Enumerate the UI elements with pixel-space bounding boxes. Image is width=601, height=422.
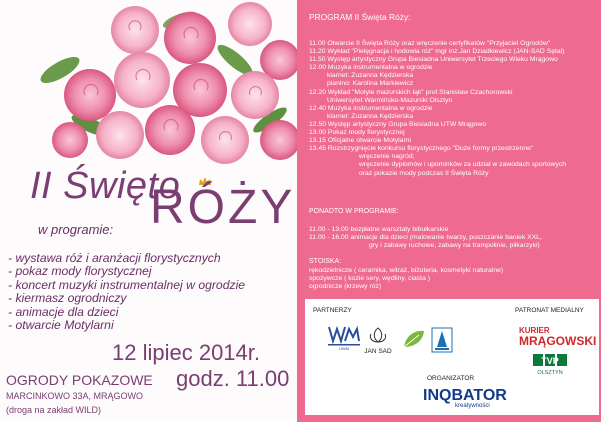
schedule-item: Uniwersytet Warmińsko-Mazurski Olsztyn (327, 96, 453, 104)
list-item: - kiermasz ogrodniczy (8, 291, 127, 306)
schedule-item: 11.00 Otwarcie II Święta Róży oraz wręczenie certyfikatów "Przyjaciel Ogrodów" (309, 40, 551, 47)
venue-directions: (droga na zakład WILD) (6, 405, 102, 415)
event-date: 12 lipiec 2014r. (112, 340, 260, 365)
poster-left-panel (0, 0, 297, 422)
jansad-logo (361, 326, 395, 356)
program-lead: w programie: (38, 222, 114, 237)
partners-label: PARTNERZY (313, 307, 352, 314)
extra-program-list (309, 226, 542, 250)
list-item: rękodzielnicze ( ceramika, witraż, biżuteria, kosmetyki naturalne) (309, 267, 504, 274)
venue-name: OGRODY POKAZOWE (6, 372, 153, 388)
schedule-item: 13.45 Rozstrzygnięcie konkursu florystycznego "Duże formy przestrzenne" (309, 145, 534, 153)
title-line-2: RÓŻY (150, 181, 296, 234)
tvp-logo-text: TVP (541, 356, 559, 366)
sponsors-box (305, 299, 599, 415)
inqbator-logo-subtext: kreatywności (455, 403, 490, 409)
list-item: - animacje dla dzieci (8, 304, 119, 319)
schedule-item: pianino: Karolina Markiewicz (327, 80, 414, 88)
list-item: - pokaz mody florystycznej (8, 264, 152, 279)
uwm-logo (325, 323, 363, 351)
blue-sail-logo (431, 327, 453, 353)
program-title: PROGRAM II Święta Róży: (309, 12, 411, 22)
tvp-logo (531, 353, 569, 377)
extra-program-item: 11.00 - 13.00 bezpłatne warsztaty bibułkarskie (309, 226, 449, 233)
list-item: - otwarcie Motylarni (8, 318, 114, 333)
extra-program-item: gry i zabawy ruchowe, zabawy na trampolinie, piłkarzyki) (369, 242, 540, 250)
program-highlights-list (8, 252, 245, 332)
schedule-item: 12.50 Występ artystyczny Grupa Biesiadna UTW Mrągowo (309, 120, 487, 128)
schedule-item: 11.20 Wykład "Pielęgnacja i hodowla róż" mgr inż.Jan Dziadkiewicz (JAN-SAD Sętal) (309, 48, 565, 56)
extra-program-title: PONADTO W PROGRAMIE: (309, 208, 399, 215)
inqbator-logo-text: INQBATOR (423, 387, 507, 404)
schedule-item: 13.00 Pokaz mody florystycznej (309, 129, 405, 137)
list-item: spożywcze ( kozie sery, wędliny, ciasta ) (309, 275, 430, 283)
schedule-item: 13.15 Oficjalne otwarcie Motylarni (309, 137, 411, 145)
venue-address: MARCINKOWO 33A, MRĄGOWO (6, 391, 144, 401)
schedule-item: 12.00 Muzyka instrumentalna w ogrodzie (309, 64, 433, 72)
schedule-item: klarnet: Zuzanna Kędzierska (327, 72, 414, 80)
roses-bouquet-image (30, 0, 297, 172)
media-patronage-label: PATRONAT MEDIALNY (515, 307, 584, 314)
inqbator-logo (411, 385, 507, 411)
event-time: godz. 11.00 (176, 366, 290, 391)
schedule-item: oraz pokazie mody podczas II Święta Róży (359, 169, 489, 177)
tvp-logo-subtext: OLSZTYN (537, 370, 563, 376)
stalls-list (309, 267, 503, 291)
list-item: - wystawa róż i aranżacji florystycznych (8, 251, 221, 265)
schedule-item: 12.20 Wykład "Motyle mazurskich łąk" prof.Stanisław Czachorowski (309, 88, 513, 96)
kurier-logo-bottom: MRĄGOWSKI (519, 334, 597, 348)
uwm-logo-text: UWM (339, 346, 349, 351)
schedule-item: klarnet: Zuzanna Kędzierska (327, 112, 414, 120)
schedule-item: 11.50 Występ artystyczny Grupa Biesiadna Uniwersytet Trzeciego Wieku Mrągowo (309, 56, 558, 64)
schedule-item: 12.40 Muzyka instrumentalna w ogrodzie (309, 104, 433, 112)
green-leaf-logo (401, 327, 427, 351)
organizer-label: ORGANIZATOR (427, 375, 475, 382)
poster-right-panel (297, 0, 601, 422)
list-item: - koncert muzyki instrumentalnej w ogrodzie (8, 277, 246, 292)
list-item: ogrodnicze (krzewy róż) (309, 283, 382, 291)
stalls-title: STOISKA: (309, 258, 342, 265)
schedule-list (309, 40, 599, 178)
jansad-logo-text: JAN SAD (364, 348, 392, 355)
extra-program-item: 11.00 - 16.00 animacje dla dzieci (malowanie twarzy, puszczanie baniek XXL, (309, 234, 542, 242)
schedule-item: wręczenie dyplomów i upominków za udział w zawodach sportowych (359, 161, 567, 169)
title-line-1: II Święto (30, 165, 181, 207)
kurier-logo-top: KURIER (519, 326, 550, 335)
schedule-item: wręczenie nagród; (359, 153, 415, 161)
